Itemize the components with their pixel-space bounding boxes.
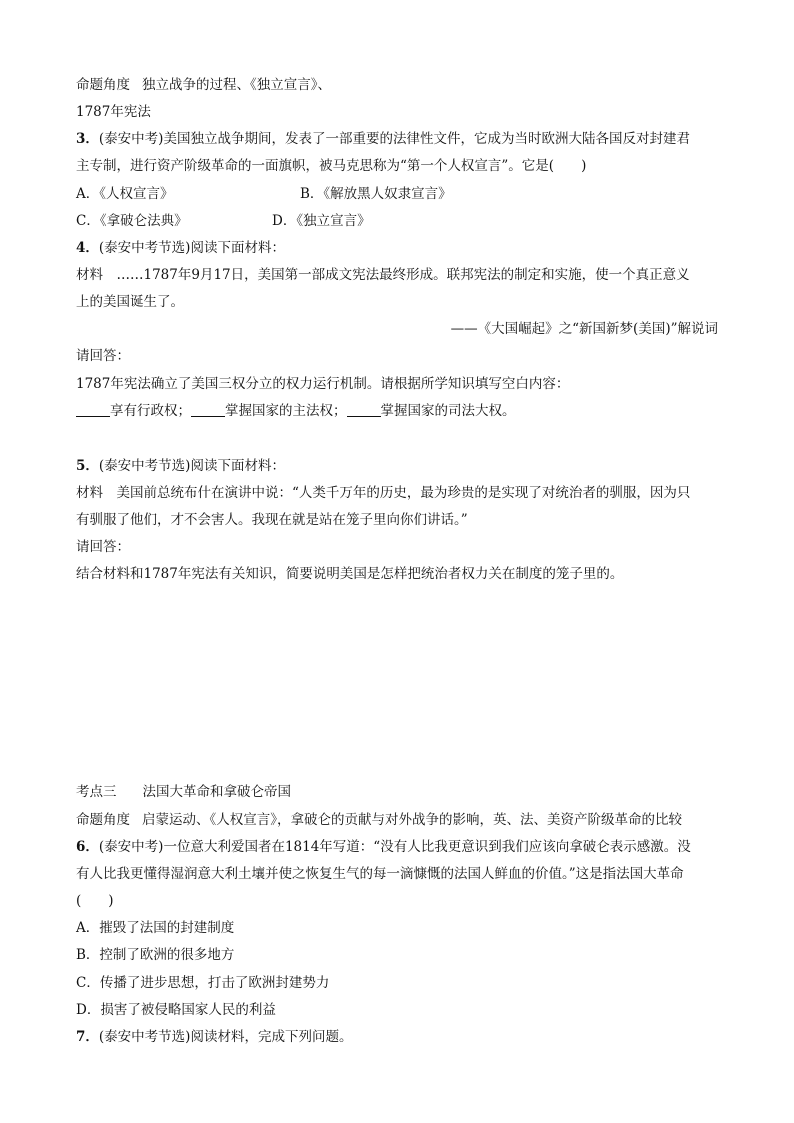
fill-text-2: 掌握国家的主法权； [225, 403, 347, 419]
topic-angle-line [76, 76, 331, 94]
option-a: A．《人权宣言》 [76, 186, 174, 202]
option-b: B．《解放黑人奴隶宣言》 [300, 186, 452, 202]
question-7-stem [76, 1028, 352, 1046]
angle-label: 命题角度 [76, 77, 130, 93]
question-6-line-3: ( ) [76, 893, 114, 909]
question-4-stem [76, 239, 285, 257]
question-3-line-2: 主专制，进行资产阶级革命的一面旗帜，被马克思称为“第一个人权宣言”。它是( ) [76, 158, 587, 174]
question-6-line-2: 有人比我更懂得湿润意大利土壤并使之恢复生气的每一滴慷慨的法国人鲜血的价值。”这是指法国大革命 [76, 866, 684, 882]
option-b: B．控制了欧洲的很多地方 [76, 947, 235, 963]
blank-1[interactable] [76, 403, 110, 417]
question-stem: (泰安中考节选)阅读下面材料： [98, 458, 285, 474]
question-3-options-row-2 [76, 212, 371, 230]
question-3-options-row-1 [76, 185, 452, 203]
option-c: C．《拿破仑法典》 [76, 213, 188, 229]
question-stem: (泰安中考)美国独立战争期间，发表了一部重要的法律性文件，它成为当时欧洲大陆各国反对封建君 [98, 131, 690, 147]
question-number: 4． [76, 240, 99, 256]
question-number: 6． [76, 839, 99, 855]
question-4-fill-blanks [76, 402, 516, 420]
question-5-material-line-1: 材料 美国前总统布什在演讲中说：“人类千万年的历史，最为珍贵的是实现了对统治者的驯服，因为只 [76, 485, 691, 501]
angle-text: 启蒙运动、《人权宣言》，拿破仑的贡献与对外战争的影响，英、法、美资产阶级革命的比较 [142, 812, 682, 828]
option-c: C．传播了进步思想，打击了欧洲封建势力 [76, 975, 330, 991]
fill-text-1: 享有行政权； [110, 403, 191, 419]
question-stem: (泰安中考节选)阅读下面材料： [98, 240, 285, 256]
section-title: 法国大革命和拿破仑帝国 [142, 784, 291, 800]
question-4-question: 1787年宪法确立了美国三权分立的权力运行机制。请根据所学知识填写空白内容： [76, 376, 570, 392]
question-4-material-line-1: 材料 ……1787年9月17日，美国第一部成文宪法最终形成。联邦宪法的制定和实施，使一个真正意义 [76, 267, 690, 283]
question-4-material-line-2: 上的美国诞生了。 [76, 294, 184, 310]
option-a: A．摧毁了法国的封建制度 [76, 920, 235, 936]
section-angle-line [76, 811, 682, 829]
option-d: D．《独立宣言》 [272, 213, 371, 229]
angle-text: 独立战争的过程、《独立宣言》、 [142, 77, 331, 93]
fill-text-3: 掌握国家的司法大权。 [380, 403, 516, 419]
question-number: 7． [76, 1029, 99, 1045]
section-heading [76, 783, 291, 801]
answer-prompt: 请回答： [76, 539, 130, 555]
question-5-question: 结合材料和1787年宪法有关知识，简要说明美国是怎样把统治者权力关在制度的笼子里的。 [76, 566, 624, 582]
question-number: 5． [76, 458, 99, 474]
question-number: 3． [76, 131, 99, 147]
question-stem: (泰安中考)一位意大利爱国者在1814年写道：“没有人比我更意识到我们应该向拿破仑表示感激。没 [98, 839, 691, 855]
answer-prompt: 请回答： [76, 348, 130, 364]
angle-label: 命题角度 [76, 812, 130, 828]
question-stem: (泰安中考节选)阅读材料，完成下列问题。 [98, 1029, 353, 1045]
topic-angle-continued: 1787年宪法 [76, 104, 151, 120]
blank-2[interactable] [191, 403, 225, 417]
blank-3[interactable] [347, 403, 381, 417]
option-d: D．损害了被侵略国家人民的利益 [76, 1002, 276, 1018]
question-5-material-line-2: 有驯服了他们，才不会害人。我现在就是站在笼子里向你们讲话。” [76, 512, 468, 528]
section-label: 考点三 [76, 784, 117, 800]
question-5-stem [76, 457, 285, 475]
material-source: ——《大国崛起》之“新国新梦(美国)”解说词 [450, 321, 718, 337]
question-6-line-1 [76, 838, 691, 856]
question-3-line-1 [76, 130, 690, 148]
